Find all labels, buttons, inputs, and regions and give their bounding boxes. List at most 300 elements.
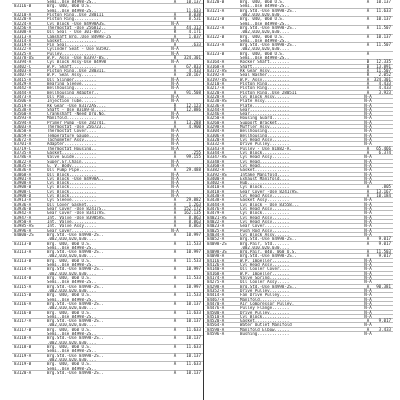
part-description: .002,010,020,030.... bbox=[240, 12, 290, 17]
part-description: Brg. 040, 060 U.S. bbox=[47, 258, 92, 263]
part-number: 83114-A bbox=[14, 267, 32, 272]
list-price: 12.886 bbox=[186, 106, 201, 112]
list-price: 6.374 bbox=[378, 149, 391, 155]
availability-code: N-A bbox=[364, 111, 372, 117]
list-price: 67.833 bbox=[186, 63, 201, 69]
availability-code: N-A bbox=[171, 20, 179, 26]
availability-code: N-A bbox=[364, 141, 372, 147]
availability-code: A bbox=[366, 85, 370, 91]
part-number: 83392-AS bbox=[207, 172, 227, 177]
part-description: Brg. 040, 060 U.S. bbox=[47, 310, 92, 315]
part-description: Muffler Assy........ bbox=[240, 125, 290, 130]
list-price: 13.288 bbox=[186, 119, 201, 125]
availability-code: A bbox=[366, 50, 370, 56]
list-price: 12.123 bbox=[186, 102, 201, 108]
part-description: Manifold Elbow...... bbox=[240, 327, 290, 332]
availability-code: A bbox=[173, 283, 177, 289]
part-number: 84590-A bbox=[207, 327, 225, 332]
availability-code: A bbox=[173, 210, 177, 216]
part-description: Brg. 040, 060 U.S. bbox=[47, 241, 92, 246]
part-number: 83217-A bbox=[207, 86, 225, 91]
part-number: 83116-B bbox=[14, 4, 32, 9]
list-price: 10.137 bbox=[186, 318, 201, 324]
part-number: 83985-AS bbox=[14, 224, 34, 229]
list-price: 11.633 bbox=[186, 361, 201, 367]
part-number: 83438-A bbox=[207, 198, 225, 203]
availability-code: N-A bbox=[171, 76, 179, 82]
part-number: 83224-A bbox=[14, 21, 32, 26]
list-price: 11.507 bbox=[376, 42, 391, 48]
part-number: 84467-A bbox=[207, 297, 225, 302]
availability-code: N-A bbox=[364, 287, 372, 293]
part-number: 83415-A bbox=[14, 77, 32, 82]
part-description: Semi..Use 84998-2S.. bbox=[47, 8, 97, 13]
availability-code: A bbox=[173, 318, 177, 324]
availability-code: A bbox=[173, 326, 177, 332]
part-number: 84098-2S bbox=[207, 241, 227, 246]
part-description: Piston Ring..Use 280311. bbox=[47, 69, 107, 73]
part-description: Shaft - Use 83189-B..... bbox=[47, 107, 107, 112]
list-price: 10.137 bbox=[376, 0, 391, 4]
part-description: .002,010,020,030.... bbox=[47, 254, 97, 259]
availability-code: A bbox=[366, 240, 370, 246]
availability-code: N-A bbox=[364, 231, 372, 237]
part-description: Int. Valve.......... bbox=[47, 219, 97, 224]
part-description: Temperature Gauge.... bbox=[47, 133, 99, 138]
availability-code: N-A bbox=[171, 93, 179, 99]
part-number: 83119-B bbox=[14, 362, 32, 367]
part-number: 84116-A bbox=[207, 258, 225, 263]
availability-code: R bbox=[366, 72, 370, 78]
part-description: Plate............... bbox=[240, 103, 290, 108]
availability-code: N-A bbox=[364, 227, 372, 233]
part-number: 83313-A bbox=[14, 34, 32, 39]
part-number: 83123-A bbox=[207, 43, 225, 48]
part-description: .002,010,020,030.... bbox=[47, 340, 97, 345]
part-number: 83950-A bbox=[14, 219, 32, 224]
availability-code: N-A bbox=[364, 124, 372, 130]
part-description: Manifold............ bbox=[47, 116, 97, 121]
availability-code: N-A bbox=[364, 162, 372, 168]
part-number: 83786-A bbox=[14, 155, 32, 160]
list-price: 11.633 bbox=[186, 7, 201, 13]
part-number: 83476-A bbox=[207, 207, 225, 211]
part-number: 83473-A bbox=[14, 94, 32, 99]
availability-code: A bbox=[173, 275, 177, 280]
part-number: 83120-B bbox=[207, 0, 225, 4]
part-description: Oil Pump Pipe....... bbox=[47, 168, 97, 173]
part-number: 83228-A bbox=[207, 94, 225, 99]
availability-code: N-A bbox=[364, 197, 372, 203]
part-description: Semi..Use 84998-2S.. bbox=[47, 245, 97, 250]
availability-code: N-A bbox=[364, 119, 372, 125]
part-number: 83908-C bbox=[14, 189, 32, 194]
availability-code: A bbox=[173, 167, 177, 173]
part-number: 83343-A bbox=[207, 146, 225, 151]
part-description: Brg.Std.-Use 84998-2S.. bbox=[47, 370, 104, 375]
availability-code: A bbox=[173, 197, 177, 203]
part-number: 83298-A bbox=[207, 125, 225, 130]
part-description: Gasket.............. bbox=[240, 319, 290, 324]
part-description: Drive Pulley........ bbox=[240, 310, 290, 315]
part-number: 83210-A bbox=[14, 12, 32, 17]
part-number: 83344-A bbox=[207, 150, 225, 155]
availability-code: N-A bbox=[171, 115, 179, 121]
availability-code: A bbox=[366, 89, 370, 95]
part-number: 83996-A bbox=[14, 228, 32, 233]
part-number: 83320-A bbox=[207, 138, 225, 142]
part-number: 83506-A bbox=[14, 99, 32, 104]
part-description: Super.Gr.Chain...... bbox=[47, 159, 97, 164]
part-number: 83735-A bbox=[14, 150, 32, 155]
part-description: Cyl Block........... bbox=[240, 185, 290, 190]
list-price: 11.507 bbox=[376, 24, 391, 30]
part-description: Rk Gear Assy........ bbox=[240, 69, 290, 73]
part-description: Cyl Head Assy....... bbox=[240, 263, 290, 268]
part-description: Rocker Shaft........ bbox=[240, 60, 290, 65]
availability-code: A bbox=[173, 0, 177, 4]
part-description: .002,010,020,030.... bbox=[47, 306, 97, 311]
part-description: Adapter............. bbox=[47, 142, 97, 147]
availability-code: N-A bbox=[364, 137, 372, 142]
availability-code: A bbox=[366, 283, 370, 289]
list-price: 11.503 bbox=[376, 249, 391, 255]
list-price: 10.137 bbox=[186, 0, 201, 4]
parts-list-row bbox=[205, 332, 393, 336]
availability-code: A bbox=[173, 206, 177, 211]
availability-code: A bbox=[173, 361, 177, 367]
availability-code: N-A bbox=[171, 162, 179, 168]
list-price: 99.155 bbox=[186, 154, 201, 160]
availability-code: A bbox=[366, 184, 370, 190]
list-price: 11.633 bbox=[186, 344, 201, 349]
list-price: 8.863 bbox=[188, 218, 201, 224]
part-description: Cyl Head Assy....... bbox=[240, 155, 290, 160]
part-description: .002,010,020,030.... bbox=[47, 288, 97, 293]
availability-code: N-A bbox=[171, 37, 179, 43]
part-description: Water Outlet Manifold bbox=[240, 323, 292, 328]
part-description: Cyl Block Assy-Use 84998 bbox=[47, 60, 107, 65]
availability-code: A bbox=[173, 344, 177, 349]
availability-code: A bbox=[366, 318, 370, 324]
list-price: 4.433 bbox=[378, 85, 391, 91]
part-description: Brg.Std.-Use 84998-2S.. bbox=[47, 250, 104, 255]
part-description: Semi..Use 84998-2S.. bbox=[47, 280, 97, 285]
part-description: Piston Ring.......... bbox=[47, 17, 99, 22]
part-description: Brg.Std.-Use 84998-2S.. bbox=[47, 336, 104, 341]
list-price: 10.997 bbox=[186, 249, 201, 255]
part-description: Thermostat -Use 256812.. bbox=[47, 25, 107, 30]
part-number: 83400-A bbox=[207, 176, 225, 181]
part-number: 84275-A bbox=[207, 280, 225, 285]
column-divider bbox=[203, 0, 204, 400]
part-number: 83246-A bbox=[207, 112, 225, 117]
list-price: 9.017 bbox=[378, 240, 391, 246]
part-number: 83119-A bbox=[14, 353, 32, 358]
list-price: 2.052 bbox=[378, 72, 391, 78]
part-number: 83444-A bbox=[207, 202, 225, 207]
part-description: .002,010,020,030.... bbox=[47, 357, 97, 362]
part-description: Plate Assy.......... bbox=[240, 99, 290, 104]
list-price: 11.633 bbox=[376, 7, 391, 13]
list-price: 28.167 bbox=[186, 72, 201, 78]
part-description: Int. Valve -Use 83985AS. bbox=[47, 215, 107, 220]
part-description: Semi..Use 84998-2S.. bbox=[240, 38, 290, 43]
part-number: 84520-A bbox=[207, 319, 225, 324]
list-price: 10.137 bbox=[376, 33, 391, 39]
part-description: Cyl Block - Use 83558... bbox=[240, 202, 300, 207]
part-number: 83236-A bbox=[207, 103, 225, 108]
parts-list-row bbox=[12, 371, 203, 375]
part-number: 83407-A bbox=[14, 73, 32, 78]
part-number: 84476-A bbox=[207, 306, 225, 311]
part-number: 83402-A bbox=[207, 181, 225, 186]
part-description: Cyl Block........... bbox=[240, 211, 290, 216]
part-description: Bushing............. bbox=[240, 332, 290, 337]
availability-code: A bbox=[173, 266, 177, 272]
availability-code: A bbox=[173, 24, 177, 30]
availability-code: N-A bbox=[364, 210, 372, 216]
part-description: W.P. Impeller....... bbox=[240, 271, 290, 276]
availability-code: N-A bbox=[171, 193, 179, 199]
availability-code: R bbox=[173, 55, 177, 61]
availability-code: N-A bbox=[364, 266, 372, 272]
part-number: 83822-A bbox=[14, 159, 32, 164]
part-description: Brg. 040, 060 U.S. bbox=[47, 4, 92, 9]
part-description: Cyl Head Assy....... bbox=[240, 138, 290, 142]
availability-code: N-A bbox=[364, 279, 372, 285]
part-description: Brg.Std.-Use 84998-2S.. bbox=[240, 284, 297, 289]
part-number: 83936-A bbox=[14, 202, 32, 207]
availability-code: N-A bbox=[364, 262, 372, 268]
part-number: 83113-B bbox=[14, 241, 32, 246]
availability-code: A bbox=[366, 24, 370, 30]
availability-code: A bbox=[366, 253, 370, 259]
availability-code: N-A bbox=[364, 98, 372, 104]
availability-code: N-A bbox=[364, 158, 372, 164]
part-number: 83168-A bbox=[207, 64, 225, 69]
part-description: Gasket.............. bbox=[47, 150, 97, 155]
part-description: Gasket.............. bbox=[240, 168, 290, 173]
part-number: 83560-A bbox=[14, 112, 32, 117]
part-description: Cyl Block -Use 84998A.. bbox=[47, 176, 104, 181]
list-price: 11.507 bbox=[376, 68, 391, 73]
part-description: Cyl Block Assy...... bbox=[240, 232, 290, 237]
list-price: 8.038 bbox=[188, 11, 201, 17]
part-number: 83913-A bbox=[14, 198, 32, 203]
part-description: Brg.Std.-Use 84998-2S.. bbox=[240, 25, 297, 30]
part-number: 83479-A bbox=[207, 211, 225, 216]
availability-code: N-A bbox=[171, 141, 179, 147]
part-description: Exhaust Manifold.... bbox=[240, 176, 290, 181]
part-number: 84034-A bbox=[207, 232, 225, 237]
availability-code: N-A bbox=[171, 50, 179, 56]
availability-code: N-A bbox=[171, 227, 179, 233]
part-number: 83192-A bbox=[207, 73, 225, 78]
part-number: 83382-A bbox=[207, 168, 225, 173]
part-number: 84022-A bbox=[207, 219, 225, 224]
availability-code: N-A bbox=[171, 59, 179, 65]
part-number: 83942-A bbox=[14, 211, 32, 216]
part-number: 83244-A bbox=[207, 107, 225, 112]
part-number: 83250-A bbox=[207, 116, 225, 121]
list-price: .633 bbox=[191, 42, 201, 48]
part-description: Support Bracket..... bbox=[240, 120, 290, 125]
part-description: Semi..Use 84998-2S.. bbox=[47, 349, 97, 354]
availability-code: A bbox=[173, 257, 177, 263]
availability-code: A bbox=[173, 149, 177, 155]
availability-code: N-A bbox=[171, 137, 179, 142]
part-number: 83410-A bbox=[207, 185, 225, 190]
availability-code: N-A bbox=[364, 214, 372, 220]
availability-code: N-A bbox=[364, 175, 372, 181]
availability-code: A bbox=[366, 326, 370, 332]
availability-code: A bbox=[173, 33, 177, 39]
list-price: 4.171 bbox=[188, 29, 201, 35]
availability-code: N-A bbox=[171, 184, 179, 190]
part-description: Bellhousing......... bbox=[240, 133, 290, 138]
part-number: 83118-A bbox=[14, 336, 32, 341]
part-number: 83901-A bbox=[14, 176, 32, 181]
part-description: Piston Ring......... bbox=[240, 86, 290, 91]
part-description: Pin Seal............ bbox=[47, 43, 97, 48]
availability-code: A bbox=[173, 68, 177, 73]
availability-code: R bbox=[173, 102, 177, 108]
availability-code: A bbox=[173, 335, 177, 341]
part-description: Gear Cover -Use 82417AS. bbox=[240, 189, 300, 194]
part-description: .002,010,020,030.... bbox=[240, 30, 290, 35]
part-description: Cyl Head Assy....... bbox=[240, 207, 290, 211]
availability-code: A bbox=[366, 68, 370, 73]
part-description: .002,010,020,030.... bbox=[47, 237, 97, 242]
part-number: 83402-C bbox=[14, 64, 32, 69]
availability-code: N-A bbox=[364, 180, 372, 186]
part-number: 84140-A bbox=[207, 267, 225, 272]
part-number: 84126-A bbox=[207, 263, 225, 268]
part-description: W.P. Impeller....... bbox=[240, 258, 290, 263]
availability-code: N-A bbox=[171, 180, 179, 186]
part-description: Cyl Block........... bbox=[240, 314, 290, 319]
part-description: Pulley Flange....... bbox=[240, 306, 290, 311]
part-description: Piston Ring..Use 280111 bbox=[47, 12, 104, 17]
part-description: Air Compressor Pulley. bbox=[240, 301, 295, 306]
availability-code: A bbox=[366, 80, 370, 86]
part-description: Brg. 040, 060 U.S. bbox=[47, 293, 92, 298]
part-number: 83172-AS bbox=[207, 69, 227, 73]
availability-code: N-A bbox=[364, 102, 372, 108]
list-price: .805 bbox=[381, 184, 391, 190]
list-price: 10.137 bbox=[186, 352, 201, 358]
part-description: Brg. 040, 060 U.S. bbox=[47, 276, 92, 280]
part-number: 84098-3S bbox=[207, 250, 227, 255]
part-number: 83593-A bbox=[14, 116, 32, 121]
list-price: 10.997 bbox=[186, 283, 201, 289]
list-price: 11.533 bbox=[186, 275, 201, 280]
part-description: Injection Tube...... bbox=[47, 99, 97, 104]
part-number: 83117-A bbox=[14, 319, 32, 324]
list-price: 10.137 bbox=[186, 369, 201, 375]
part-description: .002,010,020,030.... bbox=[47, 323, 97, 328]
part-description: Tachometer Assy..... bbox=[47, 138, 97, 142]
part-number: 83519-A bbox=[14, 103, 32, 108]
part-description: Gasket.............. bbox=[47, 38, 97, 43]
availability-code: A bbox=[173, 300, 177, 306]
part-description: Bearing Sleeve...... bbox=[47, 81, 97, 86]
part-description: Brg. 040, 060 U.S. bbox=[47, 327, 92, 332]
availability-code: R bbox=[173, 106, 177, 112]
part-number: 83908-A bbox=[14, 181, 32, 186]
availability-code: N-A bbox=[364, 106, 372, 112]
part-description: Semi..Use 84998-2S.. bbox=[47, 366, 97, 371]
part-number: 83115-B bbox=[14, 293, 32, 298]
availability-code: N-A bbox=[171, 85, 179, 91]
part-number: 84021-AS bbox=[207, 215, 227, 220]
part-description: Gear Cover.......... bbox=[47, 228, 97, 233]
part-number: 84052-A bbox=[207, 237, 225, 242]
part-description: Gasket Assy......... bbox=[240, 198, 290, 203]
part-number: 84564-A bbox=[207, 323, 225, 328]
availability-code: N-A bbox=[364, 300, 372, 306]
part-number: 84023-A bbox=[207, 224, 225, 229]
part-description: Housing Guard....... bbox=[240, 116, 290, 121]
list-price: 9.017 bbox=[378, 253, 391, 259]
part-description: Drive Pulley........ bbox=[240, 142, 290, 147]
part-description: Gear Cover -Use 82417S.. bbox=[47, 207, 107, 211]
availability-code: N-A bbox=[364, 292, 372, 298]
part-number: 83908-D bbox=[14, 194, 32, 199]
part-number: 83117-B bbox=[14, 327, 32, 332]
part-description: Thermostat -Use 256723.. bbox=[47, 125, 107, 130]
availability-code: N-A bbox=[171, 132, 179, 138]
part-number: 83118-B bbox=[14, 345, 32, 349]
availability-code: N-A bbox=[364, 206, 372, 211]
part-description: Thermostat Cover.... bbox=[47, 129, 97, 134]
part-description: Semi..Use 84998-2S.. bbox=[240, 56, 290, 61]
part-description: Brg.Pair, 040, 060 U.S. bbox=[240, 250, 297, 255]
part-number: 83430-A bbox=[207, 194, 225, 199]
list-price: 11.633 bbox=[186, 309, 201, 315]
part-description: Bellhousing Adapter.. bbox=[47, 90, 99, 95]
part-description: Fan Drive Pulley.... bbox=[240, 293, 290, 298]
availability-code: A bbox=[173, 201, 177, 207]
part-description: Brg.Std.-Use 84998-2S.. bbox=[240, 254, 297, 259]
part-number: 84352-A bbox=[207, 288, 225, 293]
part-description: Pulley.............. bbox=[47, 51, 97, 56]
list-price: 8.863 bbox=[188, 223, 201, 229]
part-description: Cyl Head Assy....... bbox=[240, 219, 290, 224]
availability-code: N-A bbox=[364, 270, 372, 276]
part-number: 83210-A bbox=[207, 81, 225, 86]
part-description: Seal Washer......... bbox=[240, 73, 290, 78]
availability-code: N-A bbox=[364, 313, 372, 319]
left-parts-column bbox=[12, 0, 203, 400]
part-description: Drive Pulley........ bbox=[240, 288, 290, 293]
part-number: 83908-B bbox=[14, 185, 32, 190]
availability-code: B bbox=[366, 63, 370, 69]
part-description: Brg. 040, 060 U.S. bbox=[47, 362, 92, 367]
part-description: W.P. Assy........... bbox=[240, 77, 290, 82]
list-price: 4.900 bbox=[188, 124, 201, 130]
part-number: 83120-A bbox=[14, 370, 32, 375]
list-price: 11.533 bbox=[186, 292, 201, 298]
part-number: 83936-B bbox=[14, 207, 32, 211]
part-description: .002,010,020,030.... bbox=[47, 271, 97, 276]
part-description: Cyl Block Assy...... bbox=[240, 94, 290, 99]
availability-code: N-A bbox=[364, 171, 372, 177]
part-number: 83197-OS bbox=[207, 77, 227, 82]
part-number: 83260-A bbox=[207, 120, 225, 125]
part-number: 83115-A bbox=[14, 284, 32, 289]
